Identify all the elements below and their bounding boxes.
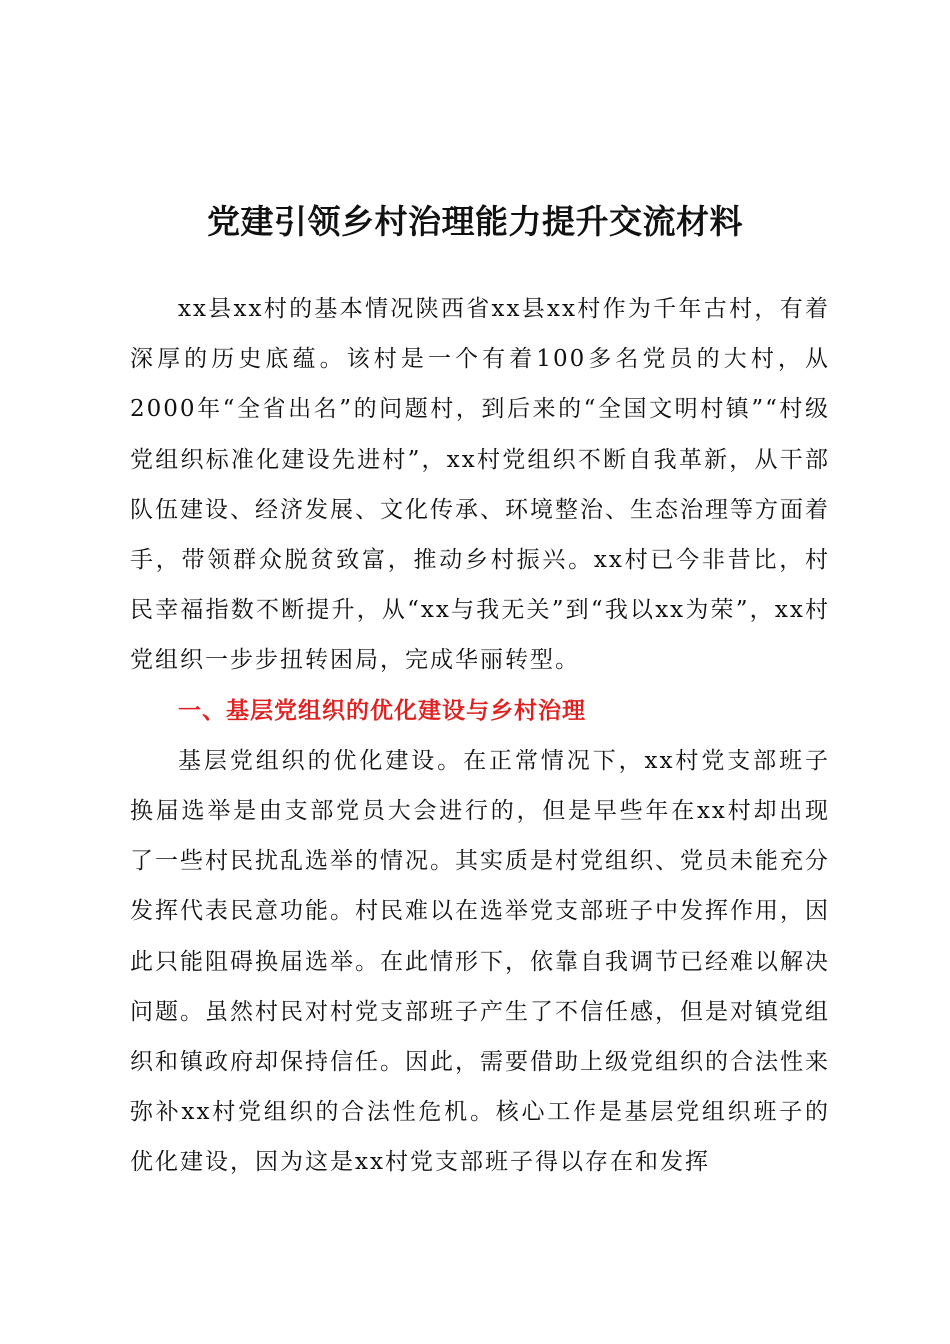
document-title: 党建引领乡村治理能力提升交流材料: [207, 202, 743, 241]
intro-paragraph: xx县xx村的基本情况陕西省xx县xx村作为千年古村，有着深厚的历史底蕴。该村是一个有着100多名党员的大村，从2000年“全省出名”的问题村，到后来的“全国文明村镇”“村级党组织标准化建设先进村”，xx村党组织不断自我革新，从干部队伍建设、经济发展、文化传承、环境整治、生态治理等方面着手，带领群众脱贫致富，推动乡村振兴。xx村已今非昔比，村民幸福指数不断提升，从“xx与我无关”到“我以xx为荣”，xx村党组织一步步扭转困局，完成华丽转型。: [130, 296, 830, 674]
section-heading: 一、基层党组织的优化建设与乡村治理: [178, 697, 586, 724]
document-body: [130, 284, 830, 1188]
section-paragraph: 基层党组织的优化建设。在正常情况下，xx村党支部班子换届选举是由支部党员大会进行的，但是早些年在xx村却出现了一些村民扰乱选举的情况。其实质是村党组织、党员未能充分发挥代表民意功能。村民难以在选举党支部班子中发挥作用，因此只能阻碍换届选举。在此情形下，依靠自我调节已经难以解决问题。虽然村民对村党支部班子产生了不信任感，但是对镇党组织和镇政府却保持信任。因此，需要借助上级党组织的合法性来弥补xx村党组织的合法性危机。核心工作是基层党组织班子的优化建设，因为这是xx村党支部班子得以存在和发挥: [130, 747, 830, 1176]
